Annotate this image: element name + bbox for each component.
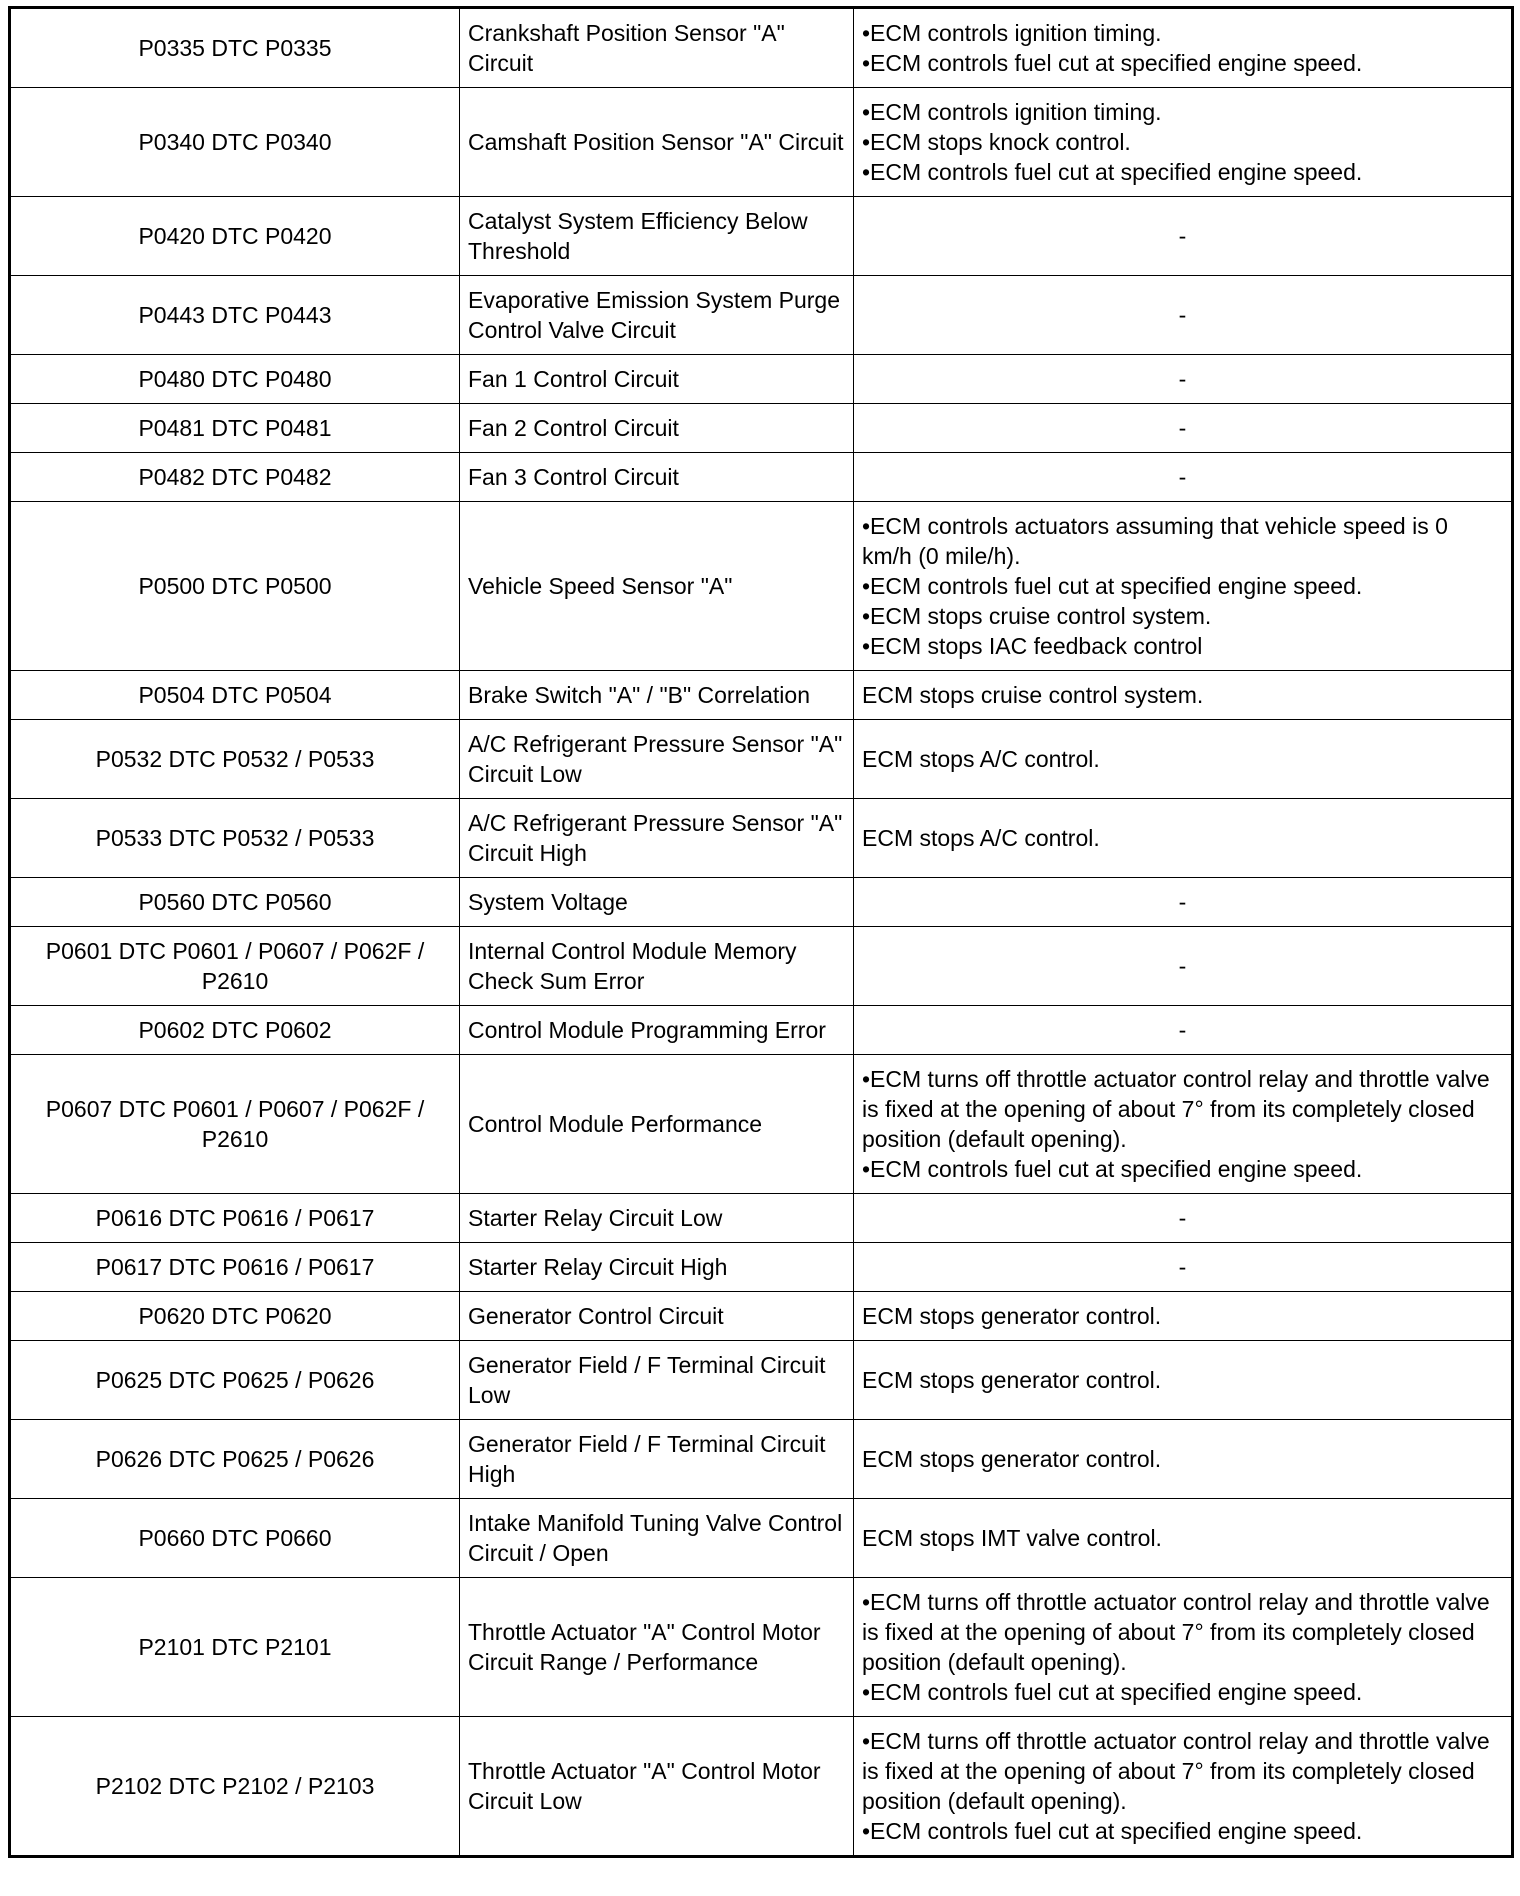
dtc-description-cell: Generator Field / F Terminal Circuit High	[460, 1420, 854, 1499]
table-row	[10, 1243, 1513, 1292]
table-row	[10, 1055, 1513, 1194]
dtc-code-cell: P0480 DTC P0480	[10, 355, 460, 404]
dtc-code-cell: P0626 DTC P0625 / P0626	[10, 1420, 460, 1499]
dtc-description-cell: Camshaft Position Sensor "A" Circuit	[460, 88, 854, 197]
fail-safe-cell	[854, 927, 1513, 1006]
dtc-code-cell: P2101 DTC P2101	[10, 1578, 460, 1717]
table-row	[10, 799, 1513, 878]
fail-safe-item: -	[1178, 366, 1187, 392]
fail-safe-cell	[854, 1194, 1513, 1243]
dtc-description-cell: Control Module Performance	[460, 1055, 854, 1194]
table-row	[10, 1499, 1513, 1578]
dtc-description-cell: Vehicle Speed Sensor "A"	[460, 502, 854, 671]
dtc-description-cell: Brake Switch "A" / "B" Correlation	[460, 671, 854, 720]
dtc-code-cell: P0533 DTC P0532 / P0533	[10, 799, 460, 878]
dtc-description-cell: A/C Refrigerant Pressure Sensor "A" Circuit Low	[460, 720, 854, 799]
fail-safe-item: ECM stops A/C control.	[862, 746, 1100, 772]
fail-safe-item: •ECM controls fuel cut at specified engine speed.	[862, 1679, 1363, 1705]
dtc-code-cell: P0532 DTC P0532 / P0533	[10, 720, 460, 799]
dtc-description-cell: Throttle Actuator "A" Control Motor Circuit Low	[460, 1717, 854, 1857]
dtc-code-cell: P0607 DTC P0601 / P0607 / P062F / P2610	[10, 1055, 460, 1194]
dtc-code-cell: P0443 DTC P0443	[10, 276, 460, 355]
fail-safe-cell	[854, 355, 1513, 404]
table-row	[10, 197, 1513, 276]
fail-safe-item: ECM stops generator control.	[862, 1446, 1162, 1472]
table-row	[10, 502, 1513, 671]
table-row	[10, 8, 1513, 88]
dtc-description-cell: Generator Control Circuit	[460, 1292, 854, 1341]
dtc-description-cell: Starter Relay Circuit Low	[460, 1194, 854, 1243]
fail-safe-cell	[854, 720, 1513, 799]
fail-safe-item: •ECM controls ignition timing.	[862, 99, 1162, 125]
table-row	[10, 671, 1513, 720]
table-row	[10, 1717, 1513, 1857]
fail-safe-item: ECM stops cruise control system.	[862, 682, 1204, 708]
fail-safe-cell	[854, 453, 1513, 502]
fail-safe-cell	[854, 1243, 1513, 1292]
fail-safe-cell	[854, 1578, 1513, 1717]
dtc-code-cell: P0601 DTC P0601 / P0607 / P062F / P2610	[10, 927, 460, 1006]
dtc-code-cell: P0660 DTC P0660	[10, 1499, 460, 1578]
fail-safe-cell	[854, 404, 1513, 453]
fail-safe-item: •ECM controls fuel cut at specified engine speed.	[862, 1156, 1363, 1182]
fail-safe-item: •ECM controls fuel cut at specified engine speed.	[862, 50, 1363, 76]
fail-safe-cell	[854, 8, 1513, 88]
fail-safe-item: -	[1178, 889, 1187, 915]
fail-safe-item: -	[1178, 1205, 1187, 1231]
dtc-description-cell: Control Module Programming Error	[460, 1006, 854, 1055]
dtc-description-cell: Evaporative Emission System Purge Control Valve Circuit	[460, 276, 854, 355]
fail-safe-cell	[854, 1055, 1513, 1194]
dtc-code-cell: P2102 DTC P2102 / P2103	[10, 1717, 460, 1857]
fail-safe-item: ECM stops IMT valve control.	[862, 1525, 1162, 1551]
dtc-description-cell: System Voltage	[460, 878, 854, 927]
table-row	[10, 404, 1513, 453]
fail-safe-item: ECM stops generator control.	[862, 1367, 1162, 1393]
table-row	[10, 1194, 1513, 1243]
dtc-code-cell: P0340 DTC P0340	[10, 88, 460, 197]
fail-safe-item: -	[1178, 464, 1187, 490]
fail-safe-cell	[854, 1499, 1513, 1578]
fail-safe-item: ECM stops generator control.	[862, 1303, 1162, 1329]
fail-safe-item: -	[1178, 1254, 1187, 1280]
fail-safe-item: •ECM stops knock control.	[862, 129, 1131, 155]
dtc-description-cell: Intake Manifold Tuning Valve Control Circuit / Open	[460, 1499, 854, 1578]
table-row	[10, 276, 1513, 355]
fail-safe-item: -	[1178, 953, 1187, 979]
table-row	[10, 1292, 1513, 1341]
dtc-description-cell: Fan 1 Control Circuit	[460, 355, 854, 404]
fail-safe-item: •ECM turns off throttle actuator control relay and throttle valve is fixed at the opening of about 7° from its completely closed position (default opening).	[862, 1589, 1490, 1675]
dtc-code-cell: P0620 DTC P0620	[10, 1292, 460, 1341]
fail-safe-cell	[854, 197, 1513, 276]
fail-safe-item: -	[1178, 415, 1187, 441]
fail-safe-cell	[854, 1006, 1513, 1055]
dtc-description-cell: Catalyst System Efficiency Below Threshold	[460, 197, 854, 276]
fail-safe-item: ECM stops A/C control.	[862, 825, 1100, 851]
table-row	[10, 1341, 1513, 1420]
table-row	[10, 720, 1513, 799]
dtc-code-cell: P0481 DTC P0481	[10, 404, 460, 453]
fail-safe-item: •ECM controls actuators assuming that vehicle speed is 0 km/h (0 mile/h).	[862, 513, 1448, 569]
dtc-description-cell: Generator Field / F Terminal Circuit Low	[460, 1341, 854, 1420]
table-row	[10, 1006, 1513, 1055]
table-row	[10, 1578, 1513, 1717]
fail-safe-item: •ECM controls ignition timing.	[862, 20, 1162, 46]
fail-safe-cell	[854, 502, 1513, 671]
table-row	[10, 1420, 1513, 1499]
dtc-description-cell: Fan 2 Control Circuit	[460, 404, 854, 453]
dtc-code-cell: P0420 DTC P0420	[10, 197, 460, 276]
dtc-description-cell: A/C Refrigerant Pressure Sensor "A" Circuit High	[460, 799, 854, 878]
dtc-table	[8, 6, 1514, 1858]
dtc-description-cell: Crankshaft Position Sensor "A" Circuit	[460, 8, 854, 88]
table-row	[10, 453, 1513, 502]
fail-safe-cell	[854, 878, 1513, 927]
table-row	[10, 355, 1513, 404]
dtc-code-cell: P0482 DTC P0482	[10, 453, 460, 502]
fail-safe-item: •ECM controls fuel cut at specified engine speed.	[862, 1818, 1363, 1844]
table-row	[10, 927, 1513, 1006]
dtc-code-cell: P0602 DTC P0602	[10, 1006, 460, 1055]
fail-safe-item: •ECM turns off throttle actuator control relay and throttle valve is fixed at the opening of about 7° from its completely closed position (default opening).	[862, 1728, 1490, 1814]
dtc-description-cell: Throttle Actuator "A" Control Motor Circuit Range / Performance	[460, 1578, 854, 1717]
fail-safe-item: •ECM stops cruise control system.	[862, 603, 1212, 629]
dtc-description-cell: Fan 3 Control Circuit	[460, 453, 854, 502]
table-row	[10, 88, 1513, 197]
fail-safe-cell	[854, 1292, 1513, 1341]
dtc-code-cell: P0335 DTC P0335	[10, 8, 460, 88]
fail-safe-cell	[854, 1341, 1513, 1420]
dtc-code-cell: P0617 DTC P0616 / P0617	[10, 1243, 460, 1292]
dtc-code-cell: P0500 DTC P0500	[10, 502, 460, 671]
dtc-code-cell: P0625 DTC P0625 / P0626	[10, 1341, 460, 1420]
table-row	[10, 878, 1513, 927]
fail-safe-item: •ECM controls fuel cut at specified engine speed.	[862, 159, 1363, 185]
dtc-code-cell: P0616 DTC P0616 / P0617	[10, 1194, 460, 1243]
fail-safe-item: •ECM stops IAC feedback control	[862, 633, 1203, 659]
fail-safe-item: -	[1178, 302, 1187, 328]
fail-safe-item: -	[1178, 1017, 1187, 1043]
fail-safe-cell	[854, 1717, 1513, 1857]
fail-safe-cell	[854, 671, 1513, 720]
fail-safe-item: •ECM controls fuel cut at specified engine speed.	[862, 573, 1363, 599]
dtc-code-cell: P0560 DTC P0560	[10, 878, 460, 927]
dtc-code-cell: P0504 DTC P0504	[10, 671, 460, 720]
fail-safe-item: •ECM turns off throttle actuator control relay and throttle valve is fixed at the opening of about 7° from its completely closed position (default opening).	[862, 1066, 1490, 1152]
dtc-description-cell: Internal Control Module Memory Check Sum Error	[460, 927, 854, 1006]
fail-safe-cell	[854, 276, 1513, 355]
fail-safe-cell	[854, 88, 1513, 197]
dtc-description-cell: Starter Relay Circuit High	[460, 1243, 854, 1292]
fail-safe-item: -	[1178, 223, 1187, 249]
fail-safe-cell	[854, 799, 1513, 878]
fail-safe-cell	[854, 1420, 1513, 1499]
